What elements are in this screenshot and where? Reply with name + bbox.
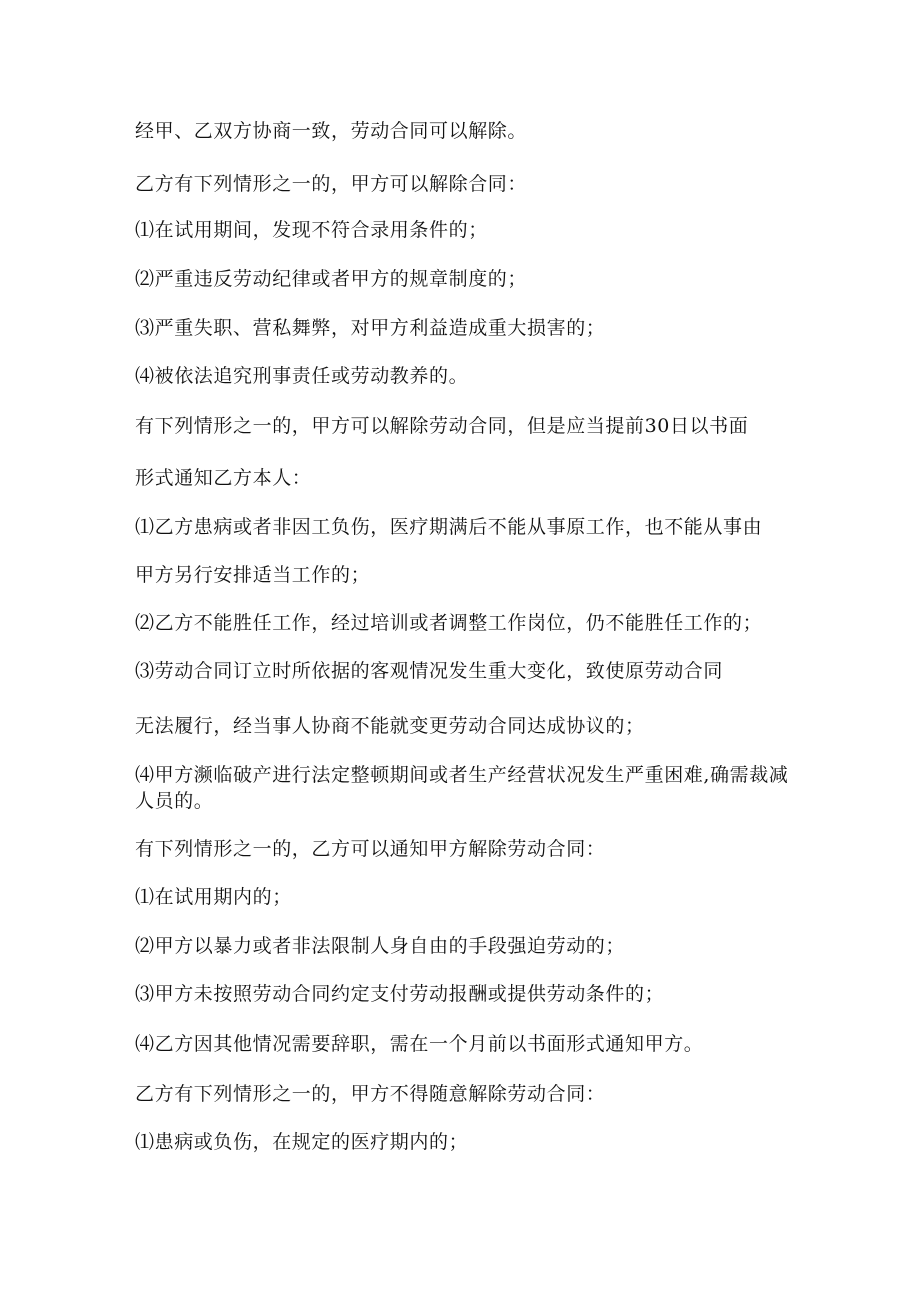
list-item: ⑴在试用期内的； [135, 886, 292, 908]
list-item: ⑷甲方濒临破产进行法定整顿期间或者生产经营状况发生严重困难,确需裁减人员的。 [135, 764, 789, 812]
list-item: ⑷乙方因其他情况需要辞职，需在一个月前以书面形式通知甲方。 [135, 1033, 704, 1055]
text-line: 无法履行，经当事人协商不能就变更劳动合同达成协议的； [135, 715, 645, 737]
text-line: 有下列情形之一的，乙方可以通知甲方解除劳动合同： [135, 838, 606, 860]
text-line: 甲方另行安排适当工作的； [135, 564, 371, 586]
list-item: ⑵乙方不能胜任工作，经过培训或者调整工作岗位，仍不能胜任工作的； [135, 612, 763, 634]
list-item: ⑶劳动合同订立时所依据的客观情况发生重大变化，致使原劳动合同 [135, 660, 724, 682]
list-item: ⑷被依法追究刑事责任或劳动教养的。 [135, 365, 469, 387]
list-item: ⑵严重违反劳动纪律或者甲方的规章制度的； [135, 268, 528, 290]
list-item: ⑴患病或负伤，在规定的医疗期内的； [135, 1131, 469, 1153]
text-line: 形式通知乙方本人： [135, 467, 312, 489]
list-item: ⑴在试用期间，发现不符合录用条件的； [135, 219, 488, 241]
list-item: ⑴乙方患病或者非因工负伤，医疗期满后不能从事原工作，也不能从事由 [135, 516, 763, 538]
text-line: 经甲、乙双方协商一致，劳动合同可以解除。 [135, 120, 528, 142]
list-item: ⑵甲方以暴力或者非法限制人身自由的手段强迫劳动的； [135, 935, 626, 957]
text-line: 乙方有下列情形之一的，甲方不得随意解除劳动合同： [135, 1083, 606, 1105]
text-line: 乙方有下列情形之一的，甲方可以解除合同： [135, 173, 528, 195]
text-line: 有下列情形之一的，甲方可以解除劳动合同，但是应当提前30日以书面 [135, 415, 749, 437]
list-item: ⑶甲方未按照劳动合同约定支付劳动报酬或提供劳动条件的； [135, 983, 665, 1005]
list-item: ⑶严重失职、营私舞弊，对甲方利益造成重大损害的； [135, 317, 606, 339]
